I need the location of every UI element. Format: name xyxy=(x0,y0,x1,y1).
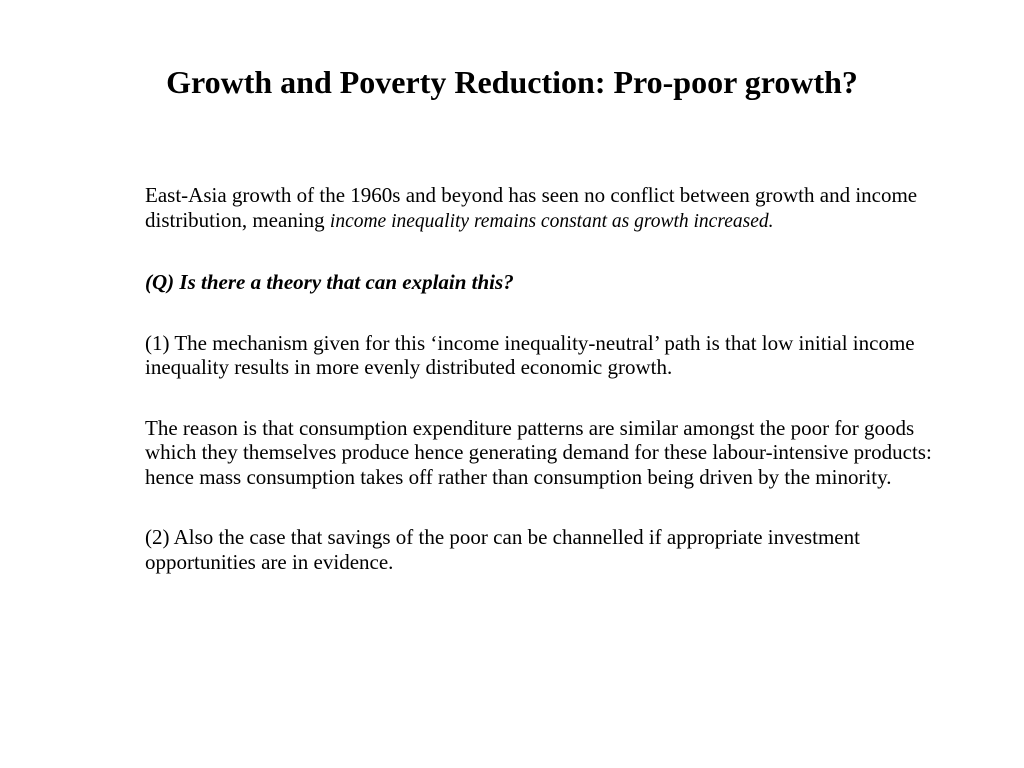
question-paragraph: (Q) Is there a theory that can explain this? xyxy=(145,270,514,294)
paragraph-mechanism: (1) The mechanism given for this ‘income inequality-neutral’ path is that low initial income inequality results in more evenly distributed economic growth. xyxy=(145,330,915,379)
slide-title: Growth and Poverty Reduction: Pro-poor growth? xyxy=(166,64,858,100)
paragraph-east-asia-text: East-Asia growth of the 1960s and beyond has seen no conflict between growth and income distribution, meaning xyxy=(145,183,918,232)
paragraph-savings: (2) Also the case that savings of the poor can be channelled if appropriate investment opportunities are in evidence. xyxy=(145,525,860,574)
paragraph-reason: The reason is that consumption expenditure patterns are similar amongst the poor for goods which they themselves produce hence generating demand for these labour-intensive products: hence mass consumption takes off rather than consumption being driven by the minority. xyxy=(145,415,932,489)
paragraph-east-asia-italic: income inequality remains constant as growth increased. xyxy=(329,210,774,232)
paragraph-east-asia xyxy=(145,183,970,234)
slide-body xyxy=(145,183,970,610)
